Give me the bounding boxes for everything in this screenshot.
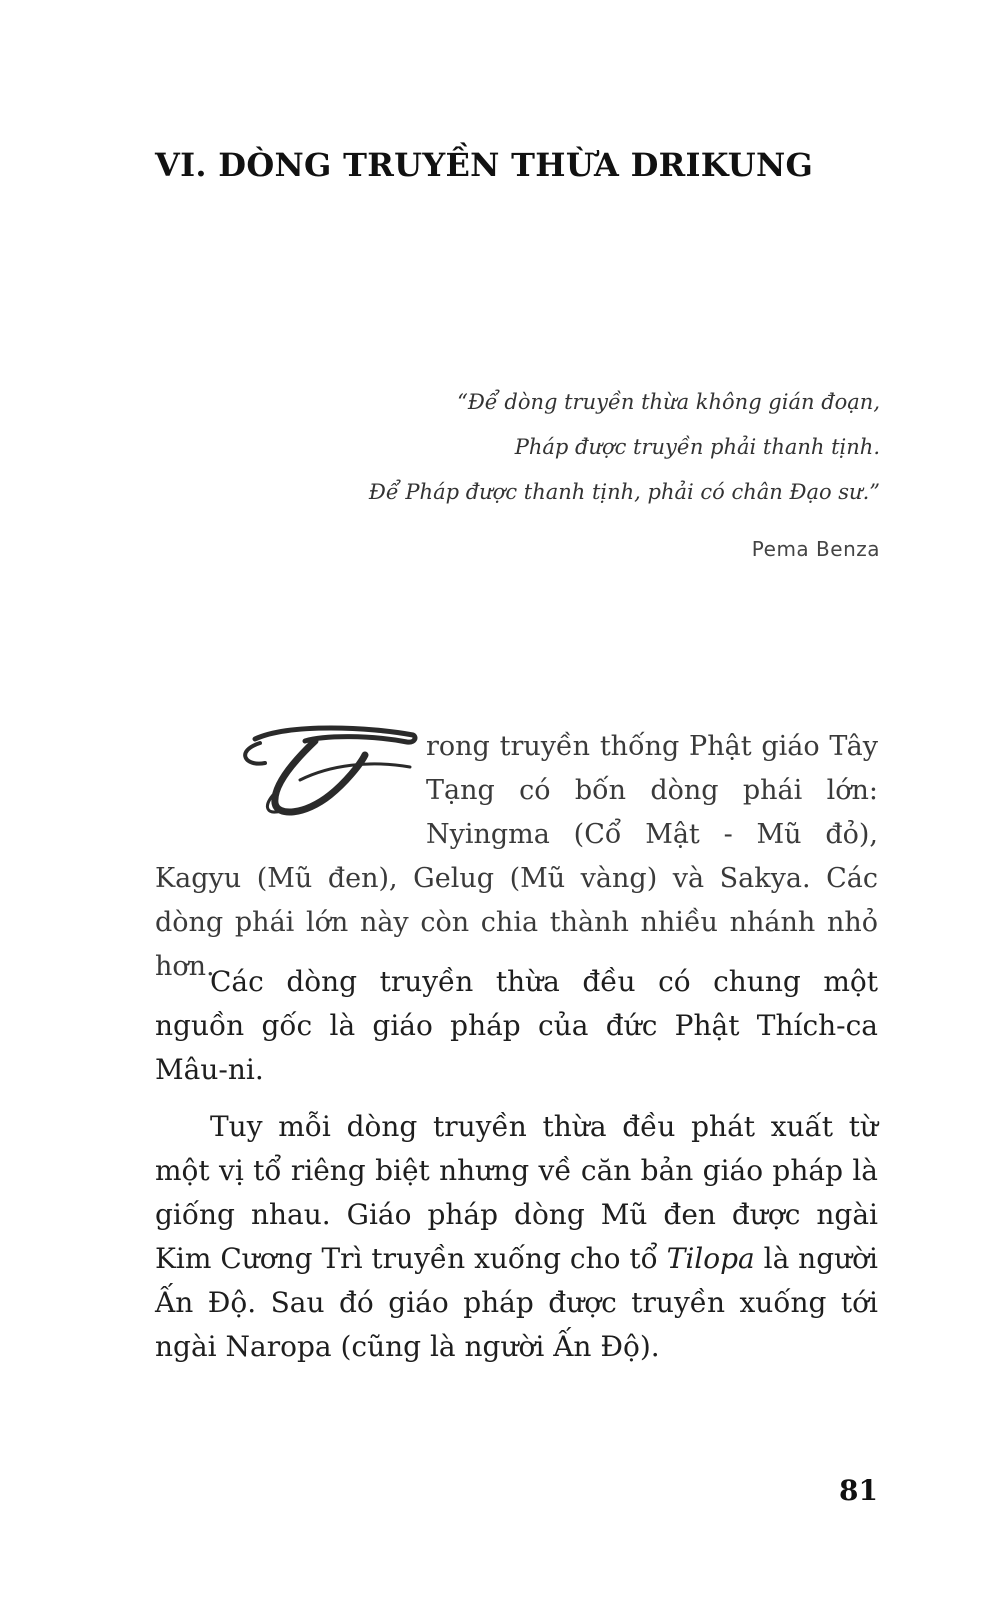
chapter-title: VI. DÒNG TRUYỀN THỪA DRIKUNG xyxy=(155,146,814,184)
epigraph-line-1: “Để dòng truyền thừa không gián đoạn, xyxy=(457,390,880,414)
paragraph-1-text: rong truyền thống Phật giáo Tây Tạng có bốn dòng phái lớn: Nyingma (Cổ Mật - Mũ đỏ), Kagyu (Mũ đen), Gelug (Mũ vàng) và Sakya. Các dòng phái lớn này còn chia thành nhiều nhánh nhỏ hơn. xyxy=(155,731,878,982)
paragraph-3-text-1: Tuy mỗi dòng truyền thừa đều phát xuất từ một vị tổ riêng biệt nhưng về căn bản giáo pháp là giống nhau. Giáo pháp dòng Mũ đen được ngài Kim Cương Trì truyền xuống cho tổ xyxy=(155,1110,878,1275)
drop-cap-flourish-icon xyxy=(155,725,420,817)
paragraph-1 xyxy=(155,725,878,989)
paragraph-3-italic-name: Tilopa xyxy=(666,1242,755,1275)
epigraph-line-3: Để Pháp được thanh tịnh, phải có chân Đạo sư.” xyxy=(368,480,880,504)
paragraph-2: Các dòng truyền thừa đều có chung một nguồn gốc là giáo pháp của đức Phật Thích-ca Mâu-ni. xyxy=(155,965,878,1086)
epigraph-quote xyxy=(369,380,880,515)
drop-cap-ornament xyxy=(155,725,420,817)
epigraph-line-2: Pháp được truyền phải thanh tịnh. xyxy=(514,435,880,459)
page-number: 81 xyxy=(839,1474,878,1507)
epigraph-author: Pema Benza xyxy=(751,537,880,561)
paragraph-3 xyxy=(155,1105,878,1369)
paragraph-3-text-2: là người Ấn Độ. Sau đó giáo pháp được truyền xuống tới ngài Naropa (cũng là người Ấn Độ). xyxy=(155,1242,878,1363)
